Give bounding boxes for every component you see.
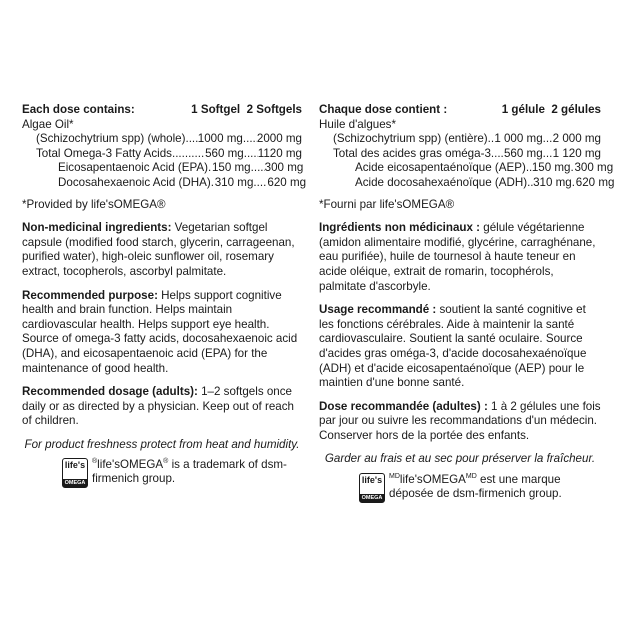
recommended-dosage xyxy=(319,400,601,444)
nutrient-value-2: 300 mg xyxy=(264,161,304,175)
nutrient-label: Total des acides gras oméga-3 xyxy=(333,146,491,160)
nutrient-row xyxy=(319,161,614,176)
lifes-omega-logo-icon xyxy=(62,458,88,488)
dose-header-columns xyxy=(502,103,601,118)
trademark-text xyxy=(92,458,302,486)
nutrient-value-1: 1 000 mg xyxy=(494,132,543,146)
tm-description: est une marque déposée de dsm-firmenich group. xyxy=(389,473,562,501)
dose-header xyxy=(22,103,302,118)
trademark-block xyxy=(22,458,302,488)
nmi-label: Non-medicinal ingredients: xyxy=(22,221,172,235)
nutrient-label: Total Omega-3 Fatty Acids xyxy=(36,146,172,160)
non-medicinal-ingredients xyxy=(319,221,601,294)
nmi-text: gélule végétarienne (amidon alimentaire modifié, glycérine, carraghénane, eau purifiée), huile de tournesol à haute teneur en acide oléique, extrait de romarin, tocophérols, palmitate d'ascorbyle. xyxy=(319,221,596,293)
nutrient-value-1: 150 mg xyxy=(531,161,571,175)
logo-top-text: life's xyxy=(64,460,86,471)
dose-header-columns xyxy=(191,103,302,118)
col-2-label: 2 gélules xyxy=(551,103,601,116)
dose-header-title: Each dose contains: xyxy=(22,103,135,116)
nutrient-row xyxy=(22,147,302,162)
purpose-label: Usage recommandé : xyxy=(319,303,437,317)
nmi-label: Ingrédients non médicinaux : xyxy=(319,221,481,235)
nutrient-label: Docosahexaenoic Acid (DHA) xyxy=(58,175,211,189)
freshness-note: For product freshness protect from heat and humidity. xyxy=(24,437,300,451)
logo-top-text: life's xyxy=(361,475,383,486)
nutrient-row xyxy=(22,161,302,176)
algae-oil-label: Huile d'algues* xyxy=(319,117,396,131)
nutrient-value-1: 560 mg xyxy=(503,146,543,160)
nutrient-value-2: 1 120 mg xyxy=(552,146,601,160)
nutrient-label: Acide docosahexaénoïque (ADH) xyxy=(355,175,528,189)
freshness-note: Garder au frais et au sec pour préserver la fraîcheur. xyxy=(324,452,596,466)
dosage-label: Dose recommandée (adultes) : xyxy=(319,399,488,413)
logo-bottom-text: OMEGA xyxy=(64,480,86,487)
nutrient-value-1: 310 mg xyxy=(214,175,254,189)
tm-mark: ® xyxy=(92,458,98,466)
dose-header-title: Chaque dose contient : xyxy=(319,103,448,116)
nutrient-row xyxy=(22,175,307,191)
dosage-label: Recommended dosage (adults): xyxy=(22,385,198,399)
col-2-label: 2 Softgels xyxy=(246,103,302,116)
trademark-text xyxy=(389,473,601,501)
provided-by-note: *Fourni par life'sOMEGA® xyxy=(319,197,455,211)
nutrient-value-2: 620 mg xyxy=(575,175,615,189)
nutrient-value-2: 2000 mg xyxy=(256,132,302,146)
nmi-text: Vegetarian softgel capsule (modified food starch, glycerin, carrageenan, purified water), high-oleic sunflower oil, rosemary extract, tocopherols, ascorbyl palmitate. xyxy=(22,221,295,278)
nutrient-label: Eicosapentaenoic Acid (EPA) xyxy=(58,161,208,175)
nutrient-value-2: 2 000 mg xyxy=(552,132,601,146)
non-medicinal-ingredients xyxy=(22,221,302,279)
nutrient-value-2: 620 mg xyxy=(267,175,307,189)
nutrient-value-1: 560 mg xyxy=(205,146,244,160)
trademark-block xyxy=(319,473,601,503)
nutrient-value-1: 150 mg xyxy=(211,161,251,175)
nutrient-value-2: 300 mg xyxy=(574,161,614,175)
purpose-text: soutient la santé cognitive et les fonctions cérébrales. Aide à maintenir la santé cardiovasculaire. Soutient la santé oculaire. Source d'acides gras oméga-3, d'acide docosahexaénoïque (ADH) et d'acide eicosapentaénoïque (AEP) pour le maintien d'une bonne santé. xyxy=(319,303,587,390)
nutrient-row xyxy=(319,147,601,162)
nutrient-value-1: 310 mg xyxy=(533,175,572,189)
nutrient-row xyxy=(319,132,601,147)
col-1-label: 1 gélule xyxy=(501,103,545,116)
logo-bottom-text: OMEGA xyxy=(361,495,383,502)
provided-by-note: *Provided by life'sOMEGA® xyxy=(22,197,166,211)
recommended-purpose xyxy=(319,303,601,391)
tm-mark: MD xyxy=(389,473,400,481)
tm-brand: life'sOMEGA xyxy=(97,458,164,472)
col-1-label: 1 Softgel xyxy=(191,103,241,116)
lifes-omega-logo-icon xyxy=(359,473,385,503)
dosage-text: 1 à 2 gélules une fois par jour ou suivre les recommandations d'un médecin. Conserver hors de la portée des enfants. xyxy=(319,399,601,442)
nutrient-label: Acide eicosapentaénoïque (AEP) xyxy=(355,161,526,175)
recommended-dosage xyxy=(22,385,302,429)
tm-mark-2: ® xyxy=(163,458,169,466)
nutrient-label: (Schizochytrium spp) (entière) xyxy=(333,132,488,146)
tm-description: is a trademark of dsm-firmenich group. xyxy=(92,458,287,486)
algae-oil-label: Algae Oil* xyxy=(22,117,74,131)
nutrient-row xyxy=(22,132,302,147)
purpose-label: Recommended purpose: xyxy=(22,288,158,302)
dosage-text: 1–2 softgels once daily or as directed by a physician. Keep out of reach of children. xyxy=(22,385,294,428)
purpose-text: Helps support cognitive health and brain function. Helps maintain cardiovascular health. Helps support eye health. Source of omega-3 fatty acids, docosahexaenoic acid (DHA), and eicosapentaenoic acid (EPA) for the maintenance of good health. xyxy=(22,288,298,375)
recommended-purpose xyxy=(22,289,302,377)
tm-mark-2: MD xyxy=(465,473,477,481)
nutrient-label: (Schizochytrium spp) (whole) xyxy=(36,132,186,146)
nutrient-value-1: 1000 mg xyxy=(197,132,243,146)
french-panel xyxy=(319,103,615,503)
english-panel xyxy=(22,103,307,488)
nutrient-value-2: 1120 mg xyxy=(257,146,302,160)
dose-header xyxy=(319,103,601,118)
tm-brand: life'sOMEGA xyxy=(399,473,466,487)
nutrient-row xyxy=(319,175,615,191)
